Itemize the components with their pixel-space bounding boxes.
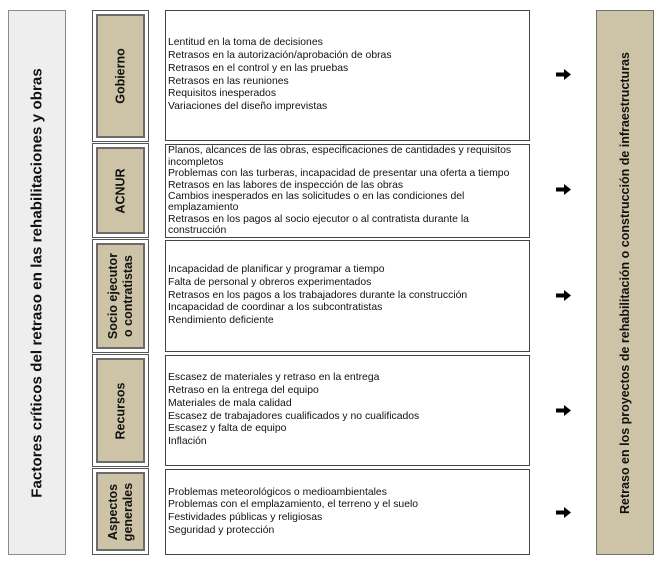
right-arrow-icon — [556, 405, 572, 416]
factor-item: Planos, alcances de las obras, especificaciones de cantidades y requisitos incompletos — [168, 145, 512, 168]
factor-item: Problemas con las turberas, incapacidad de presentar una oferta a tiempo — [168, 168, 510, 180]
category-box — [96, 358, 145, 463]
project-delay-label: Retraso en los proyectos de rehabilitación o construcción de infraestructuras — [618, 51, 632, 514]
factor-item: Incapacidad de planificar y programar a tiempo — [168, 264, 385, 276]
factor-item: Retraso en la entrega del equipo — [168, 385, 319, 397]
factor-item: Lentitud en la toma de decisiones — [168, 37, 323, 49]
factor-item: Retrasos en la autorización/aprobación de obras — [168, 50, 392, 62]
factor-item: Materiales de mala calidad — [168, 397, 292, 409]
category-implementing-partner — [92, 239, 149, 353]
critical-factors-label: Factores críticos del retraso en las rehabilitaciones y obras — [28, 67, 46, 498]
category-acnur — [92, 143, 149, 238]
category-label-acnur: ACNUR — [113, 167, 127, 214]
factor-item: Retrasos en el control y en las pruebas — [168, 62, 349, 74]
factor-item: Requisitos inesperados — [168, 88, 277, 100]
factor-list-acnur — [165, 144, 530, 238]
category-box — [96, 243, 145, 349]
right-arrow-icon — [556, 184, 572, 195]
factor-item: Retrasos en las labores de inspección de las obras — [168, 179, 404, 191]
factor-item: Problemas con el emplazamiento, el terreno y el suelo — [168, 499, 419, 511]
category-box — [96, 14, 145, 138]
factor-item: Problemas meteorológicos o medioambientales — [168, 486, 387, 498]
project-delay-panel — [596, 10, 654, 555]
factor-item: Retrasos en los pagos a los trabajadores durante la construcción — [168, 289, 468, 301]
factor-item: Falta de personal y obreros experimentados — [168, 276, 372, 288]
factor-item: Escasez y falta de equipo — [168, 423, 287, 435]
category-general-aspects — [92, 468, 149, 555]
factor-item: Rendimiento deficiente — [168, 315, 274, 327]
factor-item: Festividades públicas y religiosas — [168, 512, 323, 523]
right-arrow-icon — [556, 507, 572, 518]
factor-item: Inflación — [168, 435, 207, 447]
factor-item: Escasez de materiales y retraso en la entrega — [168, 372, 380, 384]
factor-item: Escasez de trabajadores cualificados y no cualificados — [168, 410, 420, 422]
factor-item: Retrasos en los pagos al socio ejecutor o al contratista durante la construcción — [168, 213, 469, 237]
factor-item: Cambios inesperados en las solicitudes o en las condiciones del emplazamiento — [168, 191, 465, 214]
factor-item: Seguridad y protección — [168, 524, 275, 536]
right-arrow-icon — [556, 69, 572, 80]
factor-list-general-aspects — [165, 469, 530, 555]
category-government — [92, 10, 149, 142]
critical-factors-panel — [8, 10, 66, 555]
category-box — [96, 472, 145, 551]
factor-list-implementing-partner — [165, 240, 530, 352]
category-label-general-aspects: Aspectos generales — [105, 482, 135, 541]
factor-item: Incapacidad de coordinar a los subcontratistas — [168, 302, 383, 314]
factor-list-government — [165, 10, 530, 141]
category-box — [96, 147, 145, 234]
factor-item: Retrasos en las reuniones — [168, 75, 289, 87]
factor-list-resources — [165, 355, 530, 466]
right-arrow-icon — [556, 290, 572, 301]
category-label-government: Gobierno — [113, 48, 127, 104]
category-label-implementing-partner: Socio ejecutor o contratistas — [105, 252, 135, 340]
category-label-resources: Recursos — [113, 382, 127, 439]
category-resources — [92, 354, 149, 467]
factor-item: Variaciones del diseño imprevistas — [168, 100, 328, 112]
